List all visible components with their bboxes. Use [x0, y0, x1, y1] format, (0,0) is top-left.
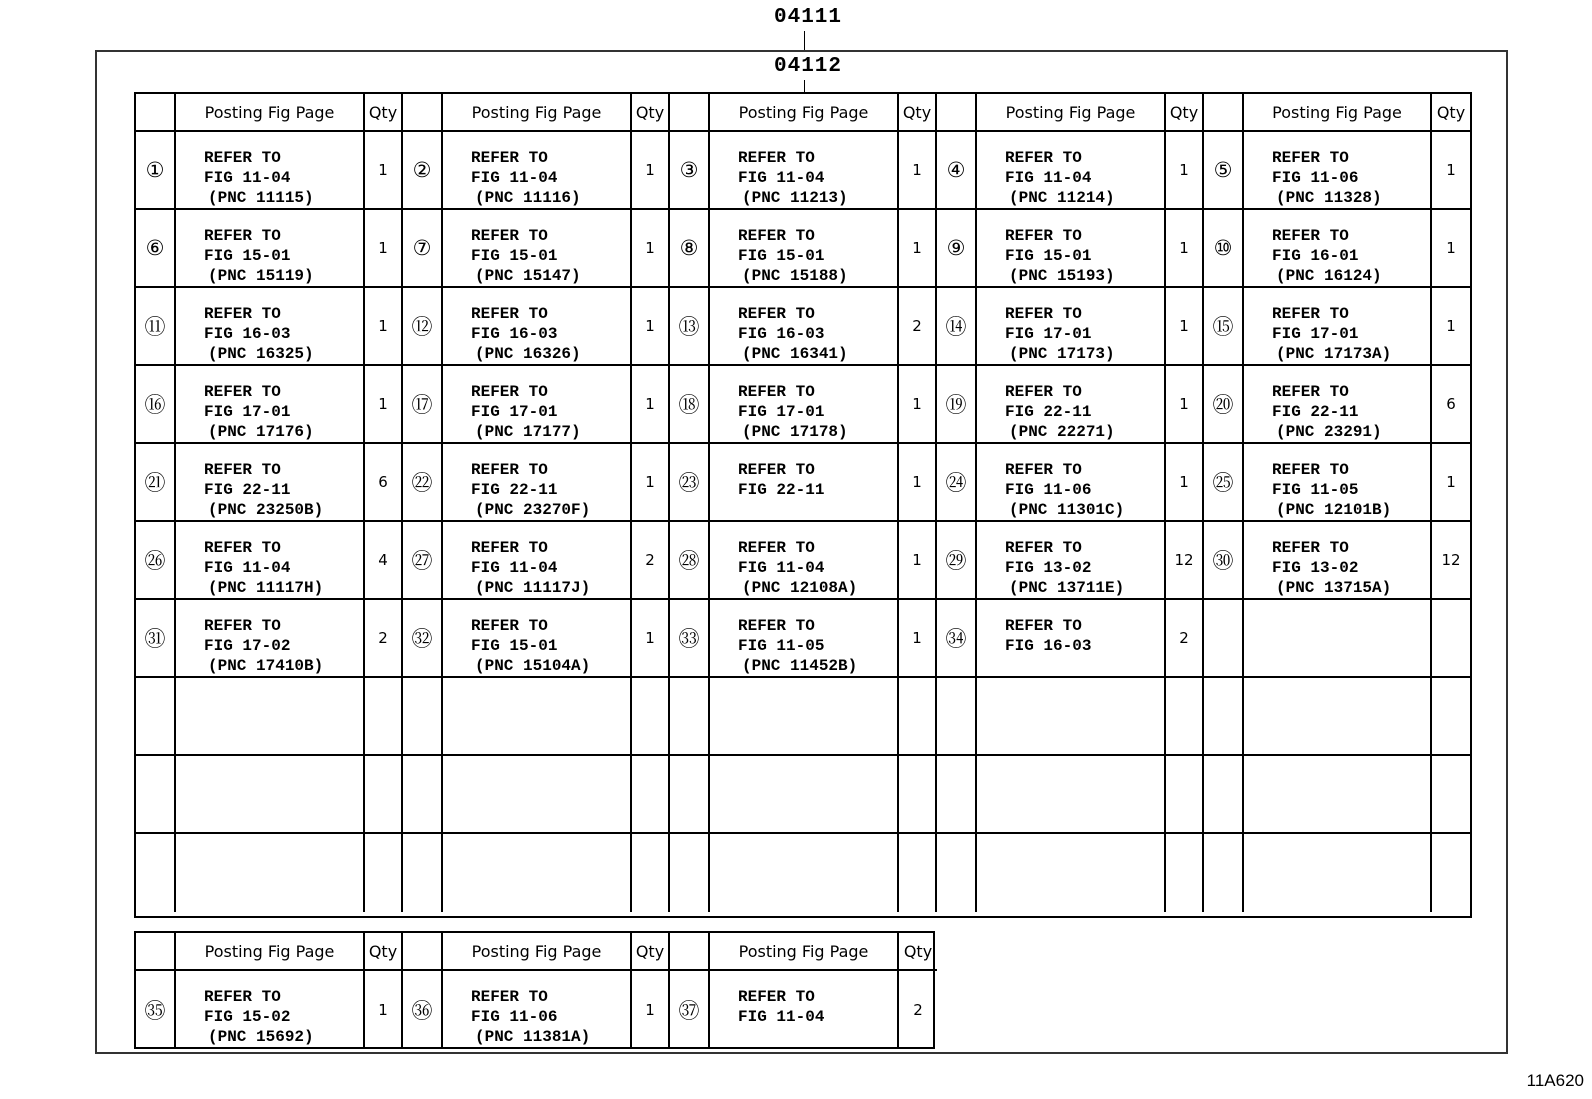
fig-page-text: FIG 16-03 — [471, 325, 558, 343]
item-reference — [176, 444, 365, 522]
item-qty: 1 — [1432, 288, 1470, 366]
header-posting-fig-page: Posting Fig Page — [443, 94, 632, 132]
header-blank-cell — [670, 933, 710, 971]
item-reference — [1244, 210, 1432, 288]
item-qty: 1 — [1166, 444, 1204, 522]
pnc-text: (PNC 17176) — [208, 423, 314, 441]
item-reference — [710, 288, 899, 366]
header-qty: Qty — [899, 933, 937, 971]
item-number: ㉗ — [403, 522, 443, 600]
header-blank-cell — [403, 94, 443, 132]
item-number: ㉔ — [937, 444, 977, 522]
item-reference — [977, 366, 1166, 444]
header-posting-fig-page: Posting Fig Page — [977, 94, 1166, 132]
pnc-text: (PNC 16124) — [1276, 267, 1382, 285]
empty-cell — [1432, 756, 1470, 834]
pnc-text: (PNC 23291) — [1276, 423, 1382, 441]
fig-page-text: FIG 11-06 — [1005, 481, 1092, 499]
item-number: ㊱ — [403, 971, 443, 1049]
fig-page-text: FIG 16-03 — [738, 325, 825, 343]
empty-cell — [899, 834, 937, 912]
item-number: ㉖ — [136, 522, 176, 600]
pnc-text: (PNC 11117H) — [208, 579, 324, 597]
fig-page-text: FIG 11-04 — [738, 559, 825, 577]
item-number: ㉕ — [1204, 444, 1244, 522]
refer-to-text: REFER TO — [1272, 305, 1349, 323]
item-qty: 1 — [1432, 210, 1470, 288]
item-reference — [710, 444, 899, 522]
fig-page-text: FIG 11-04 — [471, 559, 558, 577]
item-reference — [176, 210, 365, 288]
refer-to-text: REFER TO — [204, 227, 281, 245]
refer-to-text: REFER TO — [204, 461, 281, 479]
refer-to-text: REFER TO — [738, 383, 815, 401]
fig-page-text: FIG 15-01 — [471, 637, 558, 655]
empty-cell — [670, 834, 710, 912]
fig-page-text: FIG 16-01 — [1272, 247, 1359, 265]
empty-cell — [1244, 678, 1432, 756]
fig-page-text: FIG 17-01 — [204, 403, 291, 421]
fig-page-text: FIG 17-01 — [738, 403, 825, 421]
item-number: ㉓ — [670, 444, 710, 522]
item-number: ㉜ — [403, 600, 443, 678]
fig-page-text: FIG 11-04 — [1005, 169, 1092, 187]
fig-page-text: FIG 17-01 — [1272, 325, 1359, 343]
item-reference — [443, 444, 632, 522]
empty-cell — [1166, 834, 1204, 912]
pnc-text: (PNC 11381A) — [475, 1028, 591, 1046]
empty-cell — [1204, 834, 1244, 912]
fig-page-text: FIG 11-04 — [738, 1008, 825, 1026]
item-number: ⑭ — [937, 288, 977, 366]
empty-cell — [365, 834, 403, 912]
item-number: ⑰ — [403, 366, 443, 444]
item-reference — [977, 288, 1166, 366]
item-reference — [710, 132, 899, 210]
item-qty: 1 — [899, 522, 937, 600]
pnc-text: (PNC 17410B) — [208, 657, 324, 675]
pnc-text: (PNC 17177) — [475, 423, 581, 441]
fig-page-text: FIG 22-11 — [204, 481, 291, 499]
item-number: ㉟ — [136, 971, 176, 1049]
item-qty: 1 — [632, 288, 670, 366]
refer-to-text: REFER TO — [471, 539, 548, 557]
fig-page-text: FIG 11-06 — [471, 1008, 558, 1026]
item-qty: 12 — [1166, 522, 1204, 600]
label-04112: 04112 — [774, 55, 843, 78]
item-number: ⑧ — [670, 210, 710, 288]
empty-cell — [176, 678, 365, 756]
pnc-text: (PNC 23270F) — [475, 501, 591, 519]
item-reference — [176, 971, 365, 1049]
empty-cell — [710, 678, 899, 756]
item-reference — [977, 210, 1166, 288]
header-qty: Qty — [899, 94, 937, 132]
refer-to-text: REFER TO — [471, 988, 548, 1006]
fig-page-text: FIG 13-02 — [1272, 559, 1359, 577]
fig-page-text: FIG 13-02 — [1005, 559, 1092, 577]
item-qty: 1 — [899, 444, 937, 522]
item-number: ㉞ — [937, 600, 977, 678]
empty-cell — [443, 678, 632, 756]
item-number: ④ — [937, 132, 977, 210]
item-qty: 1 — [365, 210, 403, 288]
item-qty: 1 — [632, 971, 670, 1049]
item-reference — [710, 366, 899, 444]
refer-to-text: REFER TO — [738, 988, 815, 1006]
item-reference — [710, 971, 899, 1049]
header-posting-fig-page: Posting Fig Page — [710, 94, 899, 132]
refer-to-text: REFER TO — [738, 617, 815, 635]
empty-cell — [1244, 834, 1432, 912]
leader-line-04111 — [804, 31, 805, 51]
refer-to-text: REFER TO — [738, 539, 815, 557]
item-reference — [176, 132, 365, 210]
fig-page-text: FIG 17-02 — [204, 637, 291, 655]
empty-cell — [899, 678, 937, 756]
empty-cell — [136, 756, 176, 834]
fig-page-text: FIG 15-01 — [471, 247, 558, 265]
item-reference — [443, 522, 632, 600]
fig-page-text: FIG 16-03 — [1005, 637, 1092, 655]
item-reference — [176, 366, 365, 444]
item-qty: 6 — [1432, 366, 1470, 444]
item-reference — [1244, 522, 1432, 600]
empty-cell — [403, 756, 443, 834]
fig-page-text: FIG 11-04 — [738, 169, 825, 187]
empty-cell — [670, 756, 710, 834]
refer-to-text: REFER TO — [204, 988, 281, 1006]
refer-to-text: REFER TO — [204, 305, 281, 323]
item-qty: 1 — [1432, 132, 1470, 210]
pnc-text: (PNC 15147) — [475, 267, 581, 285]
fig-page-text: FIG 11-06 — [1272, 169, 1359, 187]
empty-cell — [403, 678, 443, 756]
pnc-text: (PNC 15104A) — [475, 657, 591, 675]
fig-page-text: FIG 15-01 — [738, 247, 825, 265]
label-04111: 04111 — [774, 6, 843, 29]
item-reference — [176, 522, 365, 600]
pnc-text: (PNC 11116) — [475, 189, 581, 207]
item-reference — [1244, 288, 1432, 366]
refer-to-text: REFER TO — [1272, 461, 1349, 479]
empty-cell — [1244, 756, 1432, 834]
empty-cell — [977, 678, 1166, 756]
refer-to-text: REFER TO — [1005, 539, 1082, 557]
item-reference — [443, 366, 632, 444]
item-qty: 6 — [365, 444, 403, 522]
refer-to-text: REFER TO — [738, 461, 815, 479]
item-number: ③ — [670, 132, 710, 210]
header-qty: Qty — [1432, 94, 1470, 132]
item-number: ② — [403, 132, 443, 210]
refer-to-text: REFER TO — [471, 383, 548, 401]
item-qty: 2 — [899, 288, 937, 366]
empty-cell — [937, 834, 977, 912]
item-qty: 2 — [632, 522, 670, 600]
fig-page-text: FIG 15-01 — [1005, 247, 1092, 265]
pnc-text: (PNC 13711E) — [1009, 579, 1125, 597]
refer-to-text: REFER TO — [204, 539, 281, 557]
item-qty: 1 — [1166, 366, 1204, 444]
item-number: ㉚ — [1204, 522, 1244, 600]
empty-cell — [1432, 600, 1470, 678]
pnc-text: (PNC 11328) — [1276, 189, 1382, 207]
item-reference — [977, 600, 1166, 678]
empty-cell — [899, 756, 937, 834]
empty-cell — [977, 834, 1166, 912]
refer-to-text: REFER TO — [1005, 617, 1082, 635]
refer-to-text: REFER TO — [1272, 149, 1349, 167]
empty-cell — [176, 756, 365, 834]
pnc-text: (PNC 15119) — [208, 267, 314, 285]
item-reference — [977, 444, 1166, 522]
item-qty: 1 — [632, 132, 670, 210]
pnc-text: (PNC 11115) — [208, 189, 314, 207]
empty-cell — [176, 834, 365, 912]
empty-cell — [710, 756, 899, 834]
pnc-text: (PNC 11301C) — [1009, 501, 1125, 519]
item-number: ⑩ — [1204, 210, 1244, 288]
pnc-text: (PNC 12108A) — [742, 579, 858, 597]
pnc-text: (PNC 13715A) — [1276, 579, 1392, 597]
empty-cell — [443, 834, 632, 912]
item-number: ⑯ — [136, 366, 176, 444]
pnc-text: (PNC 22271) — [1009, 423, 1115, 441]
item-number: ⑫ — [403, 288, 443, 366]
item-number: ⑤ — [1204, 132, 1244, 210]
empty-cell — [365, 678, 403, 756]
header-posting-fig-page: Posting Fig Page — [443, 933, 632, 971]
item-number: ⑪ — [136, 288, 176, 366]
item-reference — [710, 210, 899, 288]
item-reference — [1244, 366, 1432, 444]
extra-parts-reference-table — [134, 931, 935, 1049]
item-qty: 2 — [913, 1001, 923, 1019]
item-number: ⑥ — [136, 210, 176, 288]
refer-to-text: REFER TO — [1005, 305, 1082, 323]
pnc-text: (PNC 11214) — [1009, 189, 1115, 207]
item-number: ㉑ — [136, 444, 176, 522]
item-reference — [710, 522, 899, 600]
fig-page-text: FIG 17-01 — [1005, 325, 1092, 343]
pnc-text: (PNC 12101B) — [1276, 501, 1392, 519]
empty-cell — [136, 678, 176, 756]
refer-to-text: REFER TO — [738, 227, 815, 245]
refer-to-text: REFER TO — [1005, 383, 1082, 401]
refer-to-text: REFER TO — [1005, 227, 1082, 245]
item-qty: 1 — [365, 971, 403, 1049]
header-qty: Qty — [632, 933, 670, 971]
item-number: ㊲ — [670, 971, 710, 1049]
header-posting-fig-page: Posting Fig Page — [710, 933, 899, 971]
empty-cell — [1204, 756, 1244, 834]
fig-page-text: FIG 22-11 — [738, 481, 825, 499]
empty-cell — [977, 756, 1166, 834]
refer-to-text: REFER TO — [471, 227, 548, 245]
fig-page-text: FIG 15-01 — [204, 247, 291, 265]
item-number: ⑦ — [403, 210, 443, 288]
parts-reference-table — [134, 92, 1472, 918]
empty-cell — [937, 756, 977, 834]
item-reference — [443, 132, 632, 210]
refer-to-text: REFER TO — [1005, 461, 1082, 479]
empty-cell — [1432, 678, 1470, 756]
item-qty: 1 — [365, 132, 403, 210]
item-reference — [443, 600, 632, 678]
refer-to-text: REFER TO — [1272, 539, 1349, 557]
empty-cell — [1204, 600, 1244, 678]
empty-cell — [1166, 678, 1204, 756]
header-blank-cell — [937, 94, 977, 132]
refer-to-text: REFER TO — [738, 305, 815, 323]
item-reference — [443, 210, 632, 288]
fig-page-text: FIG 11-05 — [1272, 481, 1359, 499]
empty-cell — [937, 678, 977, 756]
fig-page-text: FIG 11-04 — [204, 169, 291, 187]
item-number: ㉛ — [136, 600, 176, 678]
empty-cell — [632, 678, 670, 756]
header-qty: Qty — [1166, 94, 1204, 132]
refer-to-text: REFER TO — [1005, 149, 1082, 167]
fig-page-text: FIG 16-03 — [204, 325, 291, 343]
item-number: ㉙ — [937, 522, 977, 600]
refer-to-text: REFER TO — [471, 617, 548, 635]
empty-cell — [136, 834, 176, 912]
item-qty: 1 — [1166, 288, 1204, 366]
item-number: ① — [136, 132, 176, 210]
pnc-text: (PNC 17173A) — [1276, 345, 1392, 363]
header-blank-cell — [136, 94, 176, 132]
empty-cell — [365, 756, 403, 834]
item-number: ⑨ — [937, 210, 977, 288]
item-qty: 1 — [632, 600, 670, 678]
item-qty: 2 — [1166, 600, 1204, 678]
header-blank-cell — [670, 94, 710, 132]
item-qty: 1 — [1166, 210, 1204, 288]
refer-to-text: REFER TO — [471, 305, 548, 323]
item-qty: 1 — [1166, 132, 1204, 210]
item-number: ⑲ — [937, 366, 977, 444]
empty-cell — [1204, 678, 1244, 756]
empty-cell — [1166, 756, 1204, 834]
refer-to-text: REFER TO — [471, 149, 548, 167]
empty-cell — [670, 678, 710, 756]
item-number: ⑳ — [1204, 366, 1244, 444]
empty-cell — [632, 756, 670, 834]
refer-to-text: REFER TO — [204, 383, 281, 401]
item-qty: 1 — [632, 366, 670, 444]
pnc-text: (PNC 16341) — [742, 345, 848, 363]
item-qty: 1 — [365, 366, 403, 444]
fig-page-text: FIG 22-11 — [471, 481, 558, 499]
item-qty: 1 — [899, 366, 937, 444]
item-qty: 1 — [365, 288, 403, 366]
item-reference — [176, 288, 365, 366]
item-reference — [1244, 132, 1432, 210]
fig-page-text: FIG 17-01 — [471, 403, 558, 421]
item-qty: 12 — [1432, 522, 1470, 600]
item-qty: 4 — [365, 522, 403, 600]
item-reference — [1244, 444, 1432, 522]
pnc-text: (PNC 16325) — [208, 345, 314, 363]
item-number: ㉒ — [403, 444, 443, 522]
fig-page-text: FIG 15-02 — [204, 1008, 291, 1026]
pnc-text: (PNC 11213) — [742, 189, 848, 207]
pnc-text: (PNC 17173) — [1009, 345, 1115, 363]
item-number: ⑬ — [670, 288, 710, 366]
empty-cell — [403, 834, 443, 912]
header-qty: Qty — [632, 94, 670, 132]
pnc-text: (PNC 15188) — [742, 267, 848, 285]
refer-to-text: REFER TO — [204, 617, 281, 635]
pnc-text: (PNC 23250B) — [208, 501, 324, 519]
pnc-text: (PNC 15193) — [1009, 267, 1115, 285]
empty-cell — [1244, 600, 1432, 678]
item-reference — [443, 288, 632, 366]
fig-page-text: FIG 11-04 — [471, 169, 558, 187]
item-reference — [977, 522, 1166, 600]
pnc-text: (PNC 11117J) — [475, 579, 591, 597]
empty-cell — [632, 834, 670, 912]
item-number: ㉘ — [670, 522, 710, 600]
pnc-text: (PNC 16326) — [475, 345, 581, 363]
fig-page-text: FIG 22-11 — [1005, 403, 1092, 421]
item-reference — [443, 971, 632, 1049]
header-blank-cell — [403, 933, 443, 971]
item-qty: 2 — [365, 600, 403, 678]
refer-to-text: REFER TO — [738, 149, 815, 167]
header-qty: Qty — [365, 933, 403, 971]
header-blank-cell — [1204, 94, 1244, 132]
refer-to-text: REFER TO — [471, 461, 548, 479]
item-qty: 1 — [632, 444, 670, 522]
item-qty: 1 — [632, 210, 670, 288]
header-qty: Qty — [365, 94, 403, 132]
item-qty: 1 — [899, 210, 937, 288]
item-number: ⑱ — [670, 366, 710, 444]
pnc-text: (PNC 15692) — [208, 1028, 314, 1046]
empty-cell — [443, 756, 632, 834]
refer-to-text: REFER TO — [1272, 383, 1349, 401]
item-qty: 1 — [1432, 444, 1470, 522]
refer-to-text: REFER TO — [1272, 227, 1349, 245]
header-posting-fig-page: Posting Fig Page — [176, 933, 365, 971]
item-reference — [710, 600, 899, 678]
empty-cell — [710, 834, 899, 912]
item-number: ㉝ — [670, 600, 710, 678]
header-blank-cell — [136, 933, 176, 971]
pnc-text: (PNC 17178) — [742, 423, 848, 441]
header-posting-fig-page: Posting Fig Page — [176, 94, 365, 132]
fig-page-text: FIG 11-05 — [738, 637, 825, 655]
fig-page-text: FIG 22-11 — [1272, 403, 1359, 421]
figure-code: 11A620 — [1526, 1071, 1584, 1090]
item-qty: 1 — [899, 600, 937, 678]
refer-to-text: REFER TO — [204, 149, 281, 167]
item-qty: 1 — [899, 132, 937, 210]
item-number: ⑮ — [1204, 288, 1244, 366]
item-reference — [977, 132, 1166, 210]
header-posting-fig-page: Posting Fig Page — [1244, 94, 1432, 132]
pnc-text: (PNC 11452B) — [742, 657, 858, 675]
empty-cell — [1432, 834, 1470, 912]
item-reference — [176, 600, 365, 678]
fig-page-text: FIG 11-04 — [204, 559, 291, 577]
